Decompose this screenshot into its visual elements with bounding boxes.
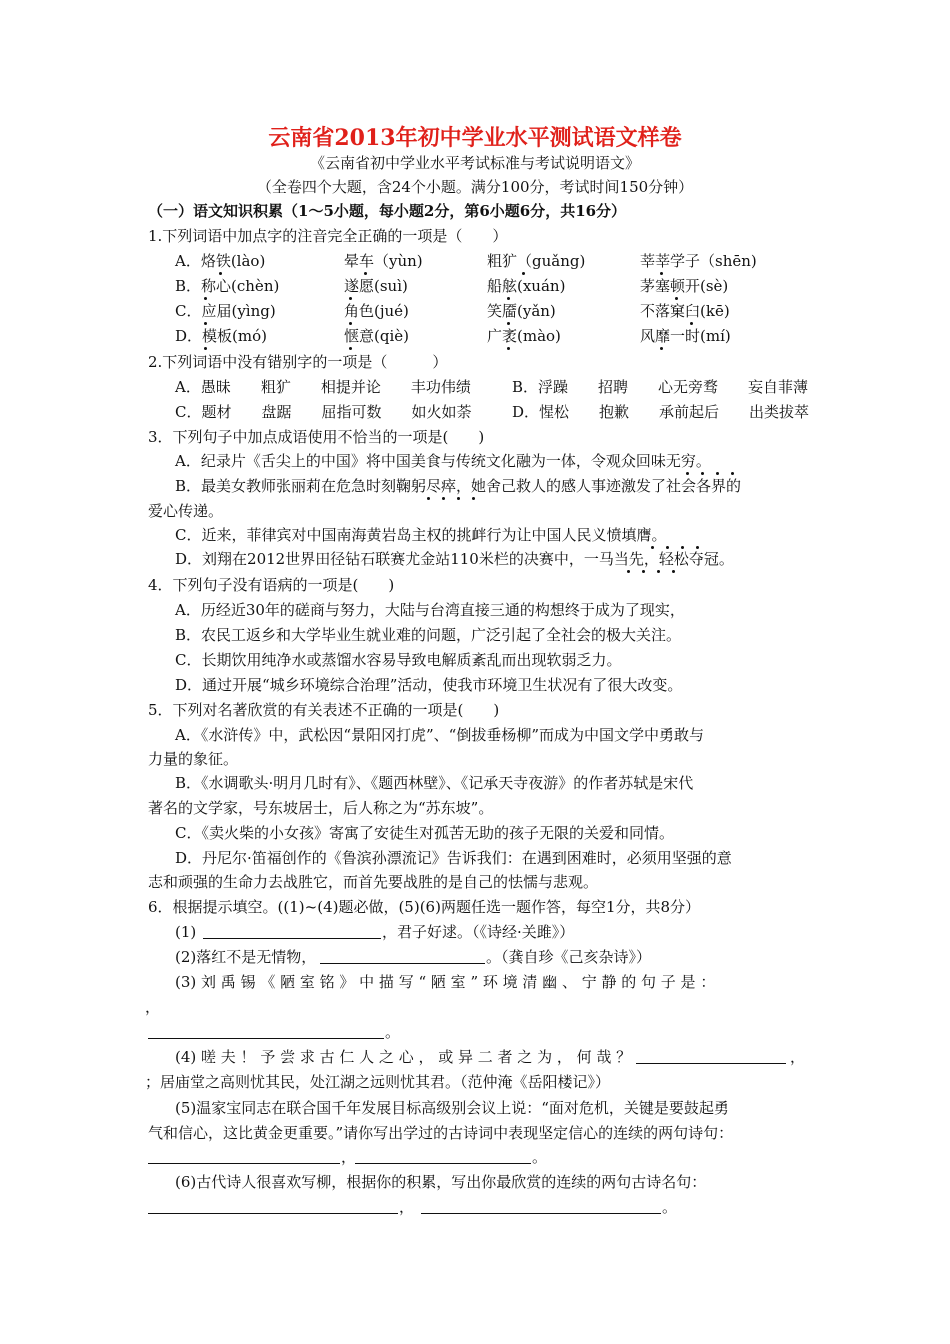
q1-option-d-1: D．模板(mó) bbox=[175, 327, 267, 345]
q6-part1-text: ，君子好逑。（《诗经·关雎》） bbox=[382, 923, 575, 941]
emphasis-dot bbox=[660, 347, 663, 350]
q1-option-d-2: 惬意(qiè) bbox=[344, 327, 409, 345]
q1-option-a-3: 粗犷（guǎng) bbox=[487, 252, 586, 270]
emphasis-dot bbox=[427, 497, 430, 500]
emphasis-dot bbox=[681, 546, 684, 549]
q6-part1-number: (1) bbox=[175, 923, 197, 941]
q6-part4-comma: ， bbox=[790, 1048, 806, 1066]
emphasis-dot bbox=[690, 322, 693, 325]
q6-part5-line1: (5)温家宝同志在联合国千年发展目标高级别会议上说：“面对危机，关键是要鼓起勇 bbox=[175, 1099, 729, 1117]
q6-part2-tail: 。（龚自珍《己亥杂诗》） bbox=[486, 948, 652, 966]
q1-option-b-3: 船舷(xuán) bbox=[487, 277, 566, 295]
q1-option-c-4: 不落窠臼(kē) bbox=[640, 302, 730, 320]
q6-part2-answer-blank[interactable] bbox=[320, 963, 485, 964]
q6-part3-comma: ， bbox=[145, 998, 161, 1016]
emphasis-dot bbox=[657, 570, 660, 573]
q6-part5-answer-blank-1[interactable] bbox=[148, 1163, 340, 1164]
q1-option-c-2: 角色(jué) bbox=[344, 302, 409, 320]
emphasis-dot bbox=[349, 347, 352, 350]
q1-option-a-4: 莘莘学子（shēn) bbox=[640, 252, 757, 270]
emphasis-dot bbox=[219, 272, 222, 275]
q6-part6-period: 。 bbox=[662, 1198, 678, 1216]
question-5-stem: 5．下列对名著欣赏的有关表述不正确的一项是( ) bbox=[148, 701, 500, 719]
emphasis-dot bbox=[660, 272, 663, 275]
emphasis-dot bbox=[472, 497, 475, 500]
q3-option-c: C．近来，菲律宾对中国南海黄岩岛主权的挑衅行为让中国人民义愤填膺。 bbox=[175, 526, 667, 544]
q2-option-c: C．题材 盘踞 屈指可数 如火如荼 bbox=[175, 403, 472, 421]
q6-part4-tail: ；居庙堂之高则忧其民，处江湖之远则忧其君。（范仲淹《岳阳楼记》） bbox=[145, 1073, 611, 1091]
emphasis-dot bbox=[651, 546, 654, 549]
subtitle: 《云南省初中学业水平考试标准与考试说明语文》 bbox=[309, 154, 640, 172]
emphasis-dot bbox=[686, 472, 689, 475]
q1-option-d-3: 广袤(mào) bbox=[487, 327, 561, 345]
emphasis-dot bbox=[507, 347, 510, 350]
q3-option-b-line1: B．最美女教师张丽莉在危急时刻鞠躬尽瘁，她舍己救人的感人事迹激发了社会各界的 bbox=[175, 477, 742, 495]
q6-part3-answer-blank[interactable] bbox=[148, 1038, 384, 1039]
q4-option-c: C．长期饮用纯净水或蒸馏水容易导致电解质紊乱而出现软弱乏力。 bbox=[175, 651, 622, 669]
q5-option-c: C．《卖火柴的小女孩》寄寓了安徒生对孤苦无助的孩子无限的关爱和同情。 bbox=[175, 824, 674, 842]
q6-part6-answer-blank-2[interactable] bbox=[421, 1213, 661, 1214]
emphasis-dot bbox=[364, 272, 367, 275]
q6-part6-line1: (6)古代诗人很喜欢写柳，根据你的积累，写出你最欣赏的连续的两句古诗名句： bbox=[175, 1173, 707, 1191]
emphasis-dot bbox=[507, 297, 510, 300]
emphasis-dot bbox=[716, 472, 719, 475]
q5-option-a-line1: A．《水浒传》中，武松因“景阳冈打虎”、“倒拔垂杨柳”而成为中国文学中勇敢与 bbox=[175, 726, 705, 744]
q6-part5-answer-blank-2[interactable] bbox=[355, 1163, 531, 1164]
q2-option-a: A．愚昧 粗犷 相提并论 丰功伟绩 bbox=[175, 378, 471, 396]
q4-option-d: D．通过开展“城乡环境综合治理”活动，使我市环境卫生状况有了很大改变。 bbox=[175, 676, 683, 694]
emphasis-dot bbox=[507, 322, 510, 325]
q1-option-a-1: A．烙铁(lào) bbox=[175, 252, 266, 270]
q1-option-b-2: 遂愿(suì) bbox=[344, 277, 408, 295]
q6-part4-text: (4) 嗟 夫 ！ 予 尝 求 古 仁 人 之 心 ， 或 异 二 者 之 为 ， 何 哉 ？ bbox=[175, 1048, 632, 1066]
q5-option-b-line1: B．《水调歌头·明月几时有》、《题西林壁》、《记承天寺夜游》的作者苏轼是宋代 bbox=[175, 774, 694, 792]
q2-option-d: D．惺松 抱歉 承前起后 出类拔萃 bbox=[512, 403, 810, 421]
q6-part3-text: (3) 刘 禹 锡 《 陋 室 铭 》 中 描 写 “ 陋 室 ” 环 境 清 幽 、 宁 静 的 句 子 是 ： bbox=[175, 973, 716, 991]
q2-option-b: B．浮躁 招聘 心无旁骛 妄自菲薄 bbox=[512, 378, 809, 396]
emphasis-dot bbox=[731, 472, 734, 475]
emphasis-dot bbox=[672, 570, 675, 573]
emphasis-dot bbox=[349, 297, 352, 300]
q6-part4-answer-blank[interactable] bbox=[636, 1063, 786, 1064]
question-6-stem: 6．根据提示填空。((1)~(4)题必做，(5)(6)两题任选一题作答，每空1分，共8分） bbox=[148, 898, 701, 916]
q6-part6-answer-blank-1[interactable] bbox=[148, 1213, 398, 1214]
q1-option-b-1: B．称心(chèn) bbox=[175, 277, 280, 295]
q1-option-c-1: C．应届(yìng) bbox=[175, 302, 276, 320]
q4-option-b: B．农民工返乡和大学毕业生就业难的问题，广泛引起了全社会的极大关注。 bbox=[175, 626, 682, 644]
emphasis-dot bbox=[627, 570, 630, 573]
section-heading: （一）语文知识积累（1～5小题，每小题2分，第6小题6分，共16分） bbox=[148, 202, 627, 220]
question-4-stem: 4．下列句子没有语病的一项是( ) bbox=[148, 576, 395, 594]
emphasis-dot bbox=[204, 347, 207, 350]
emphasis-dot bbox=[675, 297, 678, 300]
q6-part3-period: 。 bbox=[385, 1023, 401, 1041]
emphasis-dot bbox=[442, 497, 445, 500]
q5-option-a-line2: 力量的象征。 bbox=[148, 750, 239, 768]
emphasis-dot bbox=[204, 322, 207, 325]
question-1-stem: 1.下列词语中加点字的注音完全正确的一项是（ ） bbox=[148, 227, 508, 245]
q6-part1-answer-blank[interactable] bbox=[203, 938, 381, 939]
q5-option-b-line2: 著名的文学家，号东坡居士，后人称之为“苏东坡”。 bbox=[148, 799, 494, 817]
emphasis-dot bbox=[642, 570, 645, 573]
emphasis-dot bbox=[522, 272, 525, 275]
q6-part6-comma: ， bbox=[399, 1198, 415, 1216]
emphasis-dot bbox=[696, 546, 699, 549]
q6-part2-text: (2)落红不是无情物， bbox=[175, 948, 317, 966]
question-3-stem: 3．下列句子中加点成语使用不恰当的一项是( ) bbox=[148, 428, 485, 446]
q1-option-c-3: 笑靥(yǎn) bbox=[487, 302, 556, 320]
exam-note: （全卷四个大题，含24个小题。满分100分，考试时间150分钟） bbox=[256, 178, 694, 196]
emphasis-dot bbox=[457, 497, 460, 500]
q6-part5-line2: 气和信心，这比黄金更重要。”请你写出学过的古诗词中表现坚定信心的连续的两句诗句： bbox=[148, 1124, 734, 1142]
emphasis-dot bbox=[701, 472, 704, 475]
emphasis-dot bbox=[204, 297, 207, 300]
q5-option-d-line2: 志和顽强的生命力去战胜它，而首先要战胜的是自己的怯懦与悲观。 bbox=[148, 873, 599, 891]
q1-option-d-4: 风靡一时(mí) bbox=[640, 327, 731, 345]
q3-option-b-line2: 爱心传递。 bbox=[148, 502, 224, 520]
q1-option-a-2: 晕车（yùn) bbox=[344, 252, 423, 270]
emphasis-dot bbox=[666, 546, 669, 549]
q1-option-b-4: 茅塞顿开(sè) bbox=[640, 277, 729, 295]
q3-option-d: D．刘翔在2012世界田径钻石联赛尤金站110米栏的决赛中，一马当先，轻松夺冠。 bbox=[175, 550, 734, 568]
q6-part5-period: 。 bbox=[532, 1148, 548, 1166]
emphasis-dot bbox=[349, 322, 352, 325]
q3-option-a: A．纪录片《舌尖上的中国》将中国美食与传统文化融为一体，令观众回味无穷。 bbox=[175, 452, 711, 470]
q6-part5-comma: ， bbox=[341, 1148, 357, 1166]
q4-option-a: A．历经近30年的磋商与努力，大陆与台湾直接三通的构想终于成为了现实， bbox=[175, 601, 685, 619]
question-2-stem: 2.下列词语中没有错别字的一项是（ ） bbox=[148, 353, 448, 371]
page-title: 云南省2013年初中学业水平测试语文样卷 bbox=[268, 125, 682, 151]
q5-option-d-line1: D．丹尼尔·笛福创作的《鲁滨孙漂流记》告诉我们：在遇到困难时，必须用坚强的意 bbox=[175, 849, 732, 867]
